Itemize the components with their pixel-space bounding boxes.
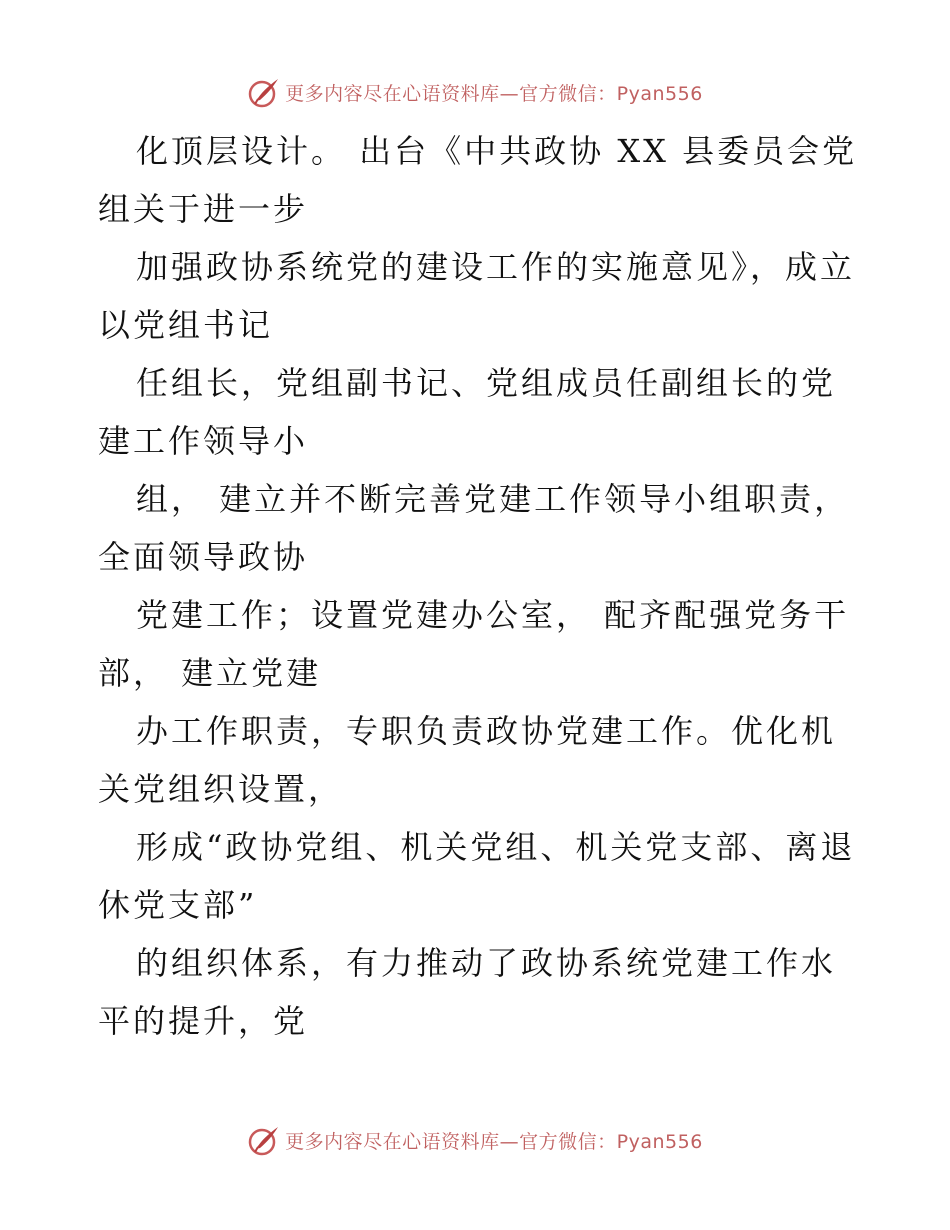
watermark-text: 更多内容尽在心语资料库—官方微信：Pyan556 <box>285 1130 703 1153</box>
paragraph-1: 化顶层设计。 出台《中共政协 XX 县委员会党组关于进一步 <box>98 132 858 228</box>
paragraph-8: 的组织体系，有力推动了政协系统党建工作水平的提升，党 <box>98 944 837 1040</box>
document-body <box>98 122 858 1050</box>
paragraph-6: 办工作职责，专职负责政协党建工作。优化机关党组织设置， <box>98 712 837 808</box>
watermark-text: 更多内容尽在心语资料库—官方微信：Pyan556 <box>285 82 703 105</box>
paragraph-3: 任组长，党组副书记、党组成员任副组长的党建工作领导小 <box>98 364 837 460</box>
paragraph-4: 组， 建立并不断完善党建工作领导小组职责，全面领导政协 <box>98 480 850 576</box>
header-watermark <box>0 72 950 112</box>
quill-logo-icon <box>247 1123 281 1157</box>
paragraph-2: 加强政协系统党的建设工作的实施意见》，成立以党组书记 <box>98 248 856 344</box>
paragraph-5: 党建工作；设置党建办公室， 配齐配强党务干部， 建立党建 <box>98 596 850 692</box>
footer-watermark <box>0 1120 950 1160</box>
quill-logo-icon <box>247 75 281 109</box>
paragraph-7: 形成“政协党组、机关党组、机关党支部、离退休党支部” <box>98 828 856 924</box>
